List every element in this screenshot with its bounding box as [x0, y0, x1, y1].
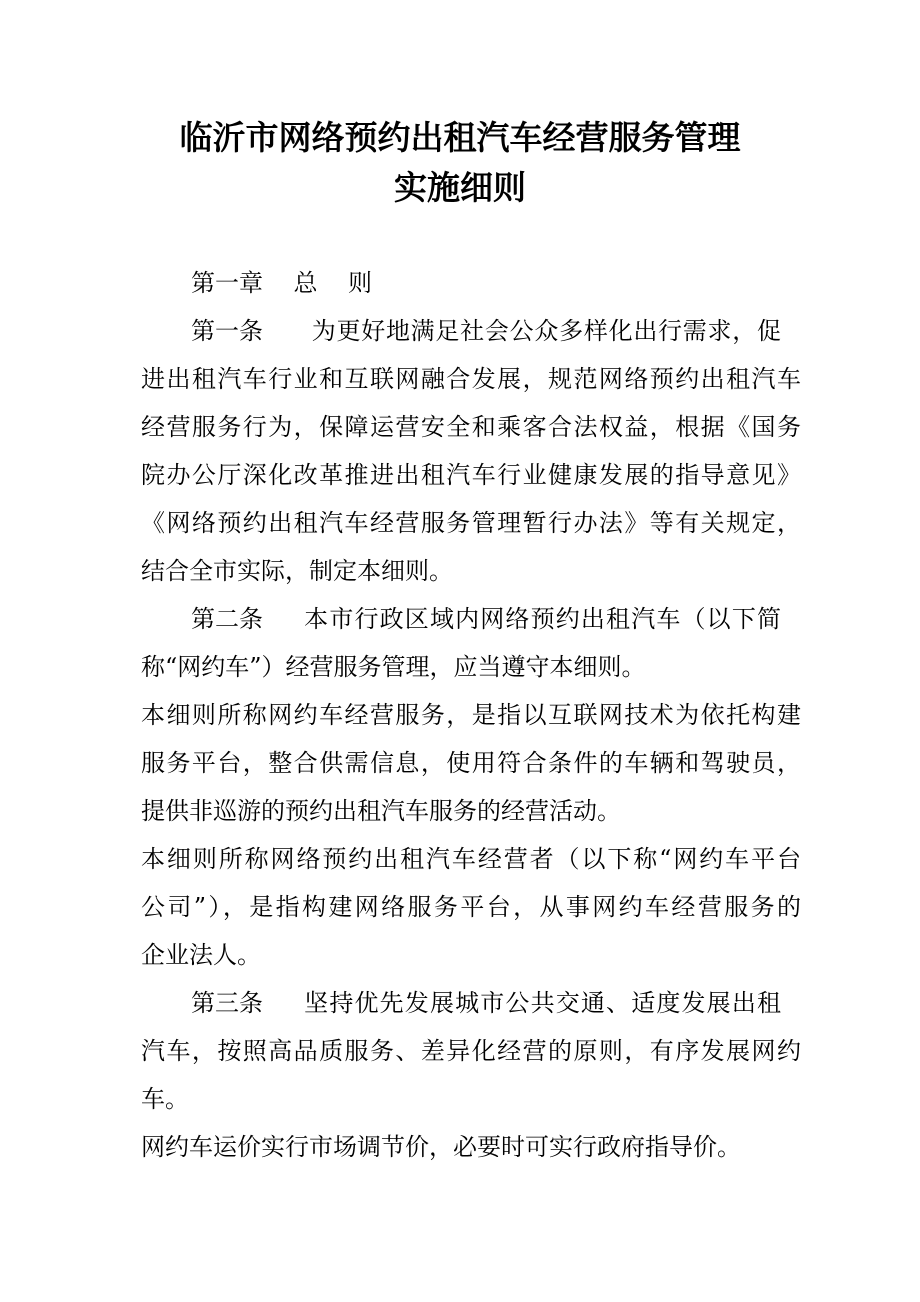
article-1-line-3: 经营服务行为，保障运营安全和乘客合法权益，根据《国务: [141, 413, 801, 441]
paragraph-3-line-2: 公司”），是指构建网络服务平台，从事网约车经营服务的: [141, 893, 801, 921]
article-3-line-3: 车。: [141, 1085, 189, 1113]
article-1-line-5: 《网络预约出租汽车经营服务管理暂行办法》等有关规定，: [141, 509, 801, 537]
paragraph-2-line-1: 本细则所称网约车经营服务，是指以互联网技术为依托构建: [141, 701, 801, 729]
document-title-line-2: 实施细则: [394, 168, 526, 207]
chapter-heading-text: 第一章 总 则: [191, 269, 373, 297]
article-3-first-line: [191, 983, 781, 1023]
paragraph-3-line-3: 企业法人。: [141, 941, 261, 969]
article-1-line-1: 为更好地满足社会公众多样化出行需求，促: [311, 317, 781, 345]
paragraph-4-line-1: 网约车运价实行市场调节价，必要时可实行政府指导价。: [141, 1133, 741, 1161]
article-1-line-2: 进出租汽车行业和互联网融合发展，规范网络预约出租汽车: [141, 365, 801, 393]
document-title-line-1: 临沂市网络预约出租汽车经营服务管理: [179, 118, 741, 157]
article-1-label: 第一条: [191, 317, 263, 345]
article-3-line-2: 汽车，按照高品质服务、差异化经营的原则，有序发展网约: [141, 1037, 801, 1065]
article-2-line-2: 称“网约车”）经营服务管理，应当遵守本细则。: [141, 653, 646, 681]
article-1-line-6: 结合全市实际，制定本细则。: [141, 557, 453, 585]
article-1-line-4: 院办公厅深化改革推进出租汽车行业健康发展的指导意见》: [141, 461, 801, 489]
paragraph-3-line-1: 本细则所称网络预约出租汽车经营者（以下称“网约车平台: [141, 845, 801, 873]
article-2-first-line: [191, 599, 781, 639]
article-2-label: 第二条: [191, 605, 263, 633]
article-2-line-1: 本市行政区域内网络预约出租汽车（以下简: [303, 605, 781, 633]
paragraph-2-line-2: 服务平台，整合供需信息，使用符合条件的车辆和驾驶员，: [141, 749, 801, 777]
chapter-heading: [191, 263, 781, 303]
article-1-first-line: [191, 311, 781, 351]
article-3-line-1: 坚持优先发展城市公共交通、适度发展出租: [303, 989, 781, 1017]
paragraph-2-line-3: 提供非巡游的预约出租汽车服务的经营活动。: [141, 797, 621, 825]
article-3-label: 第三条: [191, 989, 263, 1017]
